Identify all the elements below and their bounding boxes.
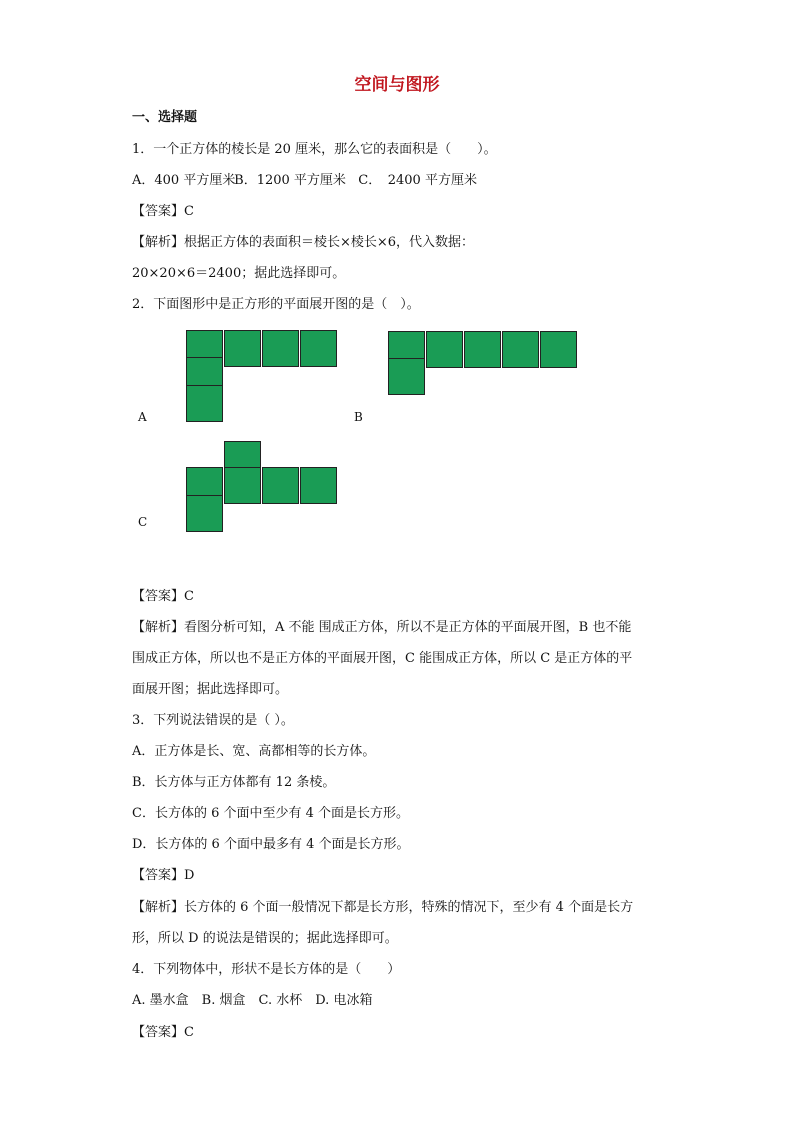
q3-analysis-line-2: 形，所以 D 的说法是错误的；据此选择即可。: [132, 931, 398, 946]
q2-analysis-line-1: 【解析】看图分析可知，A 不能 围成正方体，所以不是正方体的平面展开图，B 也不能: [132, 620, 632, 635]
net-c-label: C: [138, 515, 148, 529]
net-a-square: [300, 330, 337, 367]
net-b-square: [388, 358, 425, 395]
q1-option-c: C． 2400 平方厘米: [358, 173, 477, 188]
q2-stem: 2．下面图形中是正方形的平面展开图的是（ ）。: [132, 297, 420, 312]
q4-stem: 4．下列物体中，形状不是长方体的是（ ）: [132, 962, 401, 977]
q3-stem: 3．下列说法错误的是（ ）。: [132, 713, 294, 728]
net-a-square: [262, 330, 299, 367]
net-b-square: [426, 331, 463, 368]
net-c-square: [300, 467, 337, 504]
page-title: 空间与图形: [354, 75, 440, 95]
net-b-label: B: [354, 410, 363, 424]
net-c-square: [186, 495, 223, 532]
q1-options: [132, 171, 477, 191]
net-b-square: [540, 331, 577, 368]
q1-option-a: A．400 平方厘米: [132, 173, 236, 188]
q2-analysis-line-3: 面展开图；据此选择即可。: [132, 682, 289, 697]
net-c-square: [224, 467, 261, 504]
q1-analysis-line-1: 【解析】根据正方体的表面积＝棱长×棱长×6，代入数据：: [132, 235, 475, 250]
net-b-square: [464, 331, 501, 368]
net-c-square: [262, 467, 299, 504]
q1-option-b: B．1200 平方厘米: [234, 173, 346, 188]
net-a-label: A: [138, 410, 147, 424]
net-a-square: [224, 330, 261, 367]
q1-analysis-line-2: 20×20×6＝2400；据此选择即可。: [132, 266, 346, 281]
q3-option-b: B．长方体与正方体都有 12 条棱。: [132, 775, 336, 790]
q4-answer: 【答案】C: [132, 1025, 194, 1040]
q3-option-c: C．长方体的 6 个面中至少有 4 个面是长方形。: [132, 806, 410, 821]
q3-answer: 【答案】D: [132, 868, 195, 883]
q3-option-a: A．正方体是长、宽、高都相等的长方体。: [132, 744, 376, 759]
net-a-square: [186, 385, 223, 422]
net-b-square: [502, 331, 539, 368]
q1-stem: 1．一个正方体的棱长是 20 厘米，那么它的表面积是（ ）。: [132, 142, 497, 157]
q1-answer: 【答案】C: [132, 204, 194, 219]
section-heading: 一、选择题: [132, 110, 198, 125]
q4-options: A. 墨水盒 B. 烟盒 C. 水杯 D. 电冰箱: [132, 993, 373, 1008]
q2-analysis-line-2: 围成正方体，所以也不是正方体的平面展开图，C 能围成正方体，所以 C 是正方体的平: [132, 651, 633, 666]
q2-answer: 【答案】C: [132, 589, 194, 604]
q3-analysis-line-1: 【解析】长方体的 6 个面一般情况下都是长方形，特殊的情况下，至少有 4 个面是长方: [132, 900, 634, 915]
q3-option-d: D．长方体的 6 个面中最多有 4 个面是长方形。: [132, 837, 410, 852]
